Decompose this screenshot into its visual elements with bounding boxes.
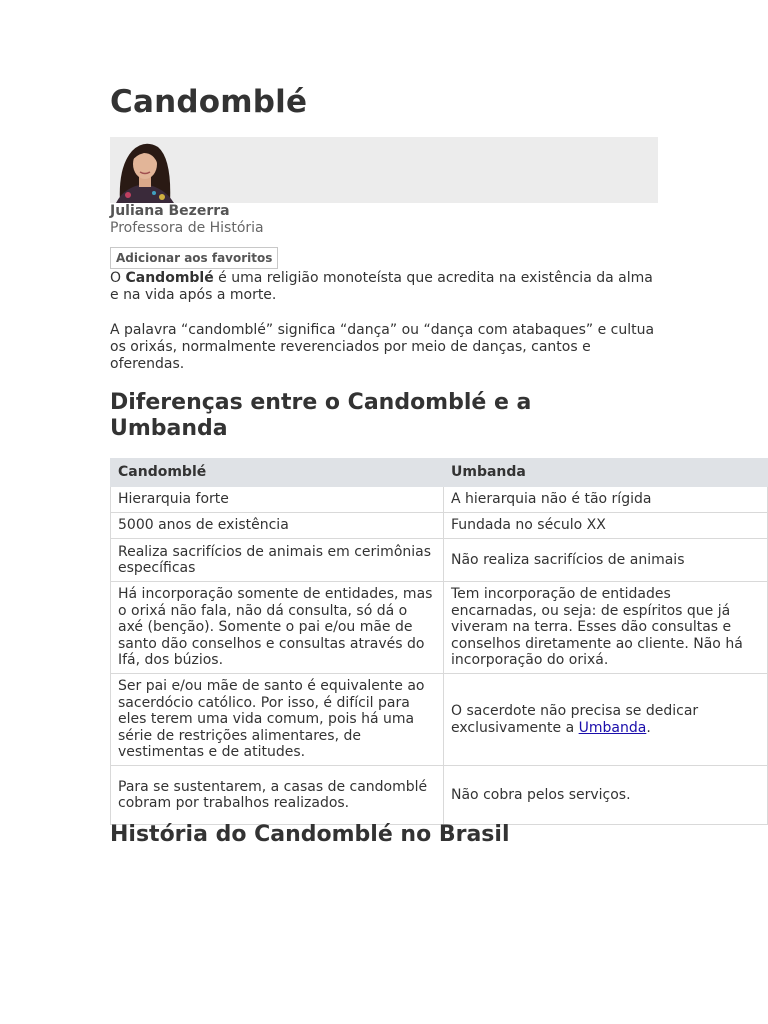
- table-row: [111, 487, 768, 513]
- cell-text-suffix: .: [646, 719, 651, 736]
- add-to-favorites-button[interactable]: Adicionar aos favoritos: [110, 247, 278, 269]
- table-row: [111, 513, 768, 539]
- table-cell: Ser pai e/ou mãe de santo é equivalente ao sacerdócio católico. Por isso, é difícil para eles terem uma vida comum, pois há uma série de restrições alimentares, de vestimentas e de atitudes.: [111, 674, 444, 766]
- section-heading-differences: Diferenças entre o Candomblé e a Umbanda: [110, 390, 532, 441]
- table-cell: Realiza sacrifícios de animais em cerimônias específicas: [111, 539, 444, 582]
- table-row: [111, 766, 768, 825]
- author-role: Professora de História: [110, 220, 264, 236]
- comparison-table: [110, 458, 768, 825]
- table-cell: A hierarquia não é tão rígida: [444, 487, 768, 513]
- table-header-candomble: Candomblé: [111, 459, 444, 487]
- intro-text: é uma religião monoteísta que acredita na existência da alma e na vida após a morte.: [110, 270, 653, 303]
- author-avatar: [110, 137, 179, 203]
- table-cell: Tem incorporação de entidades encarnadas, ou seja: de espíritos que já viveram na terra. Esses dão consultas e conselhos diretamente ao cliente. Não há incorporação do orixá.: [444, 582, 768, 674]
- intro-prefix: O: [110, 270, 126, 286]
- intro-bold-term: Candomblé: [125, 270, 214, 286]
- table-cell: [444, 674, 768, 766]
- page-title: Candomblé: [110, 84, 308, 120]
- body-paragraph: A palavra “candomblé” significa “dança” ou “dança com atabaques” e cultua os orixás, normalmente reverenciados por meio de danças, cantos e oferendas.: [110, 322, 655, 372]
- table-cell: Não cobra pelos serviços.: [444, 766, 768, 825]
- umbanda-link[interactable]: Umbanda: [578, 719, 647, 736]
- author-name: Juliana Bezerra: [110, 203, 230, 219]
- table-header-row: [111, 459, 768, 487]
- table-cell: Não realiza sacrifícios de animais: [444, 539, 768, 582]
- table-cell: Hierarquia forte: [111, 487, 444, 513]
- author-box: [110, 137, 658, 203]
- table-cell: Há incorporação somente de entidades, mas o orixá não fala, não dá consulta, só dá o axé (benção). Somente o pai e/ou mãe de santo dão conselhos e consultas através do Ifá, dos búzios.: [111, 582, 444, 674]
- table-row: [111, 582, 768, 674]
- table-row: [111, 539, 768, 582]
- table-cell: 5000 anos de existência: [111, 513, 444, 539]
- cell-text: O sacerdote não precisa se dedicar exclusivamente a: [451, 703, 699, 736]
- intro-paragraph: [110, 270, 655, 304]
- section-heading-history: História do Candomblé no Brasil: [110, 822, 510, 847]
- table-cell: Fundada no século XX: [444, 513, 768, 539]
- table-cell: Para se sustentarem, a casas de candomblé cobram por trabalhos realizados.: [111, 766, 444, 825]
- author-photo-icon: [110, 137, 179, 203]
- table-row: [111, 674, 768, 766]
- table-header-umbanda: Umbanda: [444, 459, 768, 487]
